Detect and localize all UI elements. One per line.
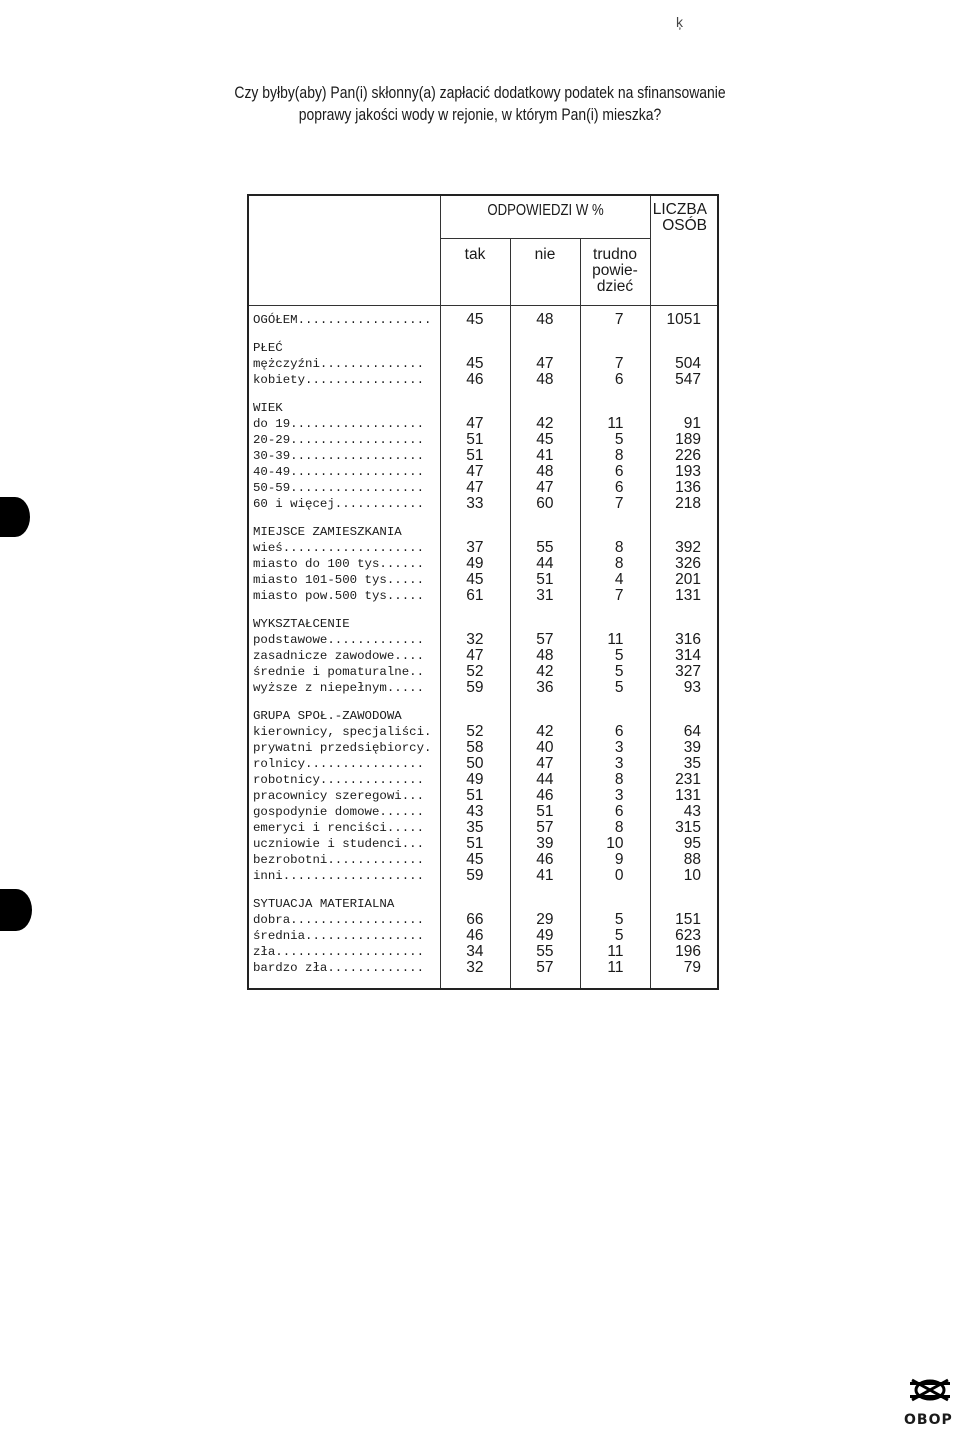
cell-count: 315 — [650, 820, 718, 836]
row-label: emeryci i renciści..... — [248, 820, 440, 836]
cell-count: 79 — [650, 960, 718, 976]
cell-tak: 50 — [440, 756, 510, 772]
table-row — [248, 868, 718, 884]
corner-mark: ķ — [676, 14, 683, 30]
table-row — [248, 944, 718, 960]
cell-tak: 47 — [440, 416, 510, 432]
cell-tak: 43 — [440, 804, 510, 820]
cell-trudno: 3 — [580, 788, 650, 804]
cell-count: 504 — [650, 356, 718, 372]
table-row — [248, 480, 718, 496]
table-end-gap — [248, 976, 718, 989]
row-label: robotnicy.............. — [248, 772, 440, 788]
section-gap — [248, 512, 718, 524]
table-row — [248, 772, 718, 788]
punch-hole-bottom — [0, 889, 32, 931]
cell-nie: 60 — [510, 496, 580, 512]
cell-tak: 58 — [440, 740, 510, 756]
cell-trudno: 5 — [580, 648, 650, 664]
answers-title: ODPOWIEDZI W % — [486, 202, 604, 219]
section-header — [248, 708, 718, 724]
table-row — [248, 724, 718, 740]
cell-trudno: 6 — [580, 804, 650, 820]
cell-count: 35 — [650, 756, 718, 772]
row-label: do 19.................. — [248, 416, 440, 432]
cell-tak: 45 — [440, 356, 510, 372]
row-label: mężczyźni.............. — [248, 356, 440, 372]
cell-nie: 44 — [510, 556, 580, 572]
cell-count: 314 — [650, 648, 718, 664]
row-label: 60 i więcej............ — [248, 496, 440, 512]
cell-count: 131 — [650, 588, 718, 604]
row-label: miasto pow.500 tys..... — [248, 588, 440, 604]
cell-count: 201 — [650, 572, 718, 588]
section-header — [248, 524, 718, 540]
cell-tak: 37 — [440, 540, 510, 556]
section-title: MIEJSCE ZAMIESZKANIA — [248, 524, 440, 540]
col-tak-header — [440, 239, 510, 306]
cell-trudno: 7 — [580, 356, 650, 372]
cell-tak: 52 — [440, 664, 510, 680]
count-title-1: LICZBA — [652, 201, 708, 218]
cell-tak: 46 — [440, 928, 510, 944]
row-label: miasto do 100 tys...... — [248, 556, 440, 572]
cell-count: 136 — [650, 480, 718, 496]
cell-count: 64 — [650, 724, 718, 740]
cell-trudno: 7 — [580, 306, 650, 329]
cell-tak: 51 — [440, 448, 510, 464]
count-header — [650, 195, 718, 306]
section-header — [248, 340, 718, 356]
cell-trudno: 9 — [580, 852, 650, 868]
cell-nie: 55 — [510, 540, 580, 556]
cell-nie: 31 — [510, 588, 580, 604]
row-label: średnia................ — [248, 928, 440, 944]
section-gap — [248, 696, 718, 708]
cell-count: 392 — [650, 540, 718, 556]
cell-count: 151 — [650, 912, 718, 928]
question-line-2: poprawy jakości wody w rejonie, w którym Pan(i) mieszka? — [298, 105, 662, 124]
cell-trudno: 5 — [580, 680, 650, 696]
row-label: pracownicy szeregowi... — [248, 788, 440, 804]
cell-trudno: 10 — [580, 836, 650, 852]
row-label: 40-49.................. — [248, 464, 440, 480]
cell-trudno: 11 — [580, 632, 650, 648]
cell-nie: 41 — [510, 448, 580, 464]
table-row — [248, 464, 718, 480]
table-row — [248, 836, 718, 852]
row-label: kobiety................ — [248, 372, 440, 388]
cell-count: 226 — [650, 448, 718, 464]
cell-nie: 55 — [510, 944, 580, 960]
row-label: podstawowe............. — [248, 632, 440, 648]
cell-trudno: 6 — [580, 724, 650, 740]
row-label: gospodynie domowe...... — [248, 804, 440, 820]
cell-tak: 32 — [440, 960, 510, 976]
cell-tak: 33 — [440, 496, 510, 512]
row-label: zła.................... — [248, 944, 440, 960]
cell-tak: 46 — [440, 372, 510, 388]
cell-count: 93 — [650, 680, 718, 696]
punch-hole-top — [0, 497, 30, 537]
cell-nie: 46 — [510, 788, 580, 804]
cell-trudno: 7 — [580, 496, 650, 512]
row-label: średnie i pomaturalne.. — [248, 664, 440, 680]
cell-trudno: 7 — [580, 588, 650, 604]
cell-count: 623 — [650, 928, 718, 944]
cell-nie: 46 — [510, 852, 580, 868]
cell-nie: 48 — [510, 372, 580, 388]
cell-tak: 51 — [440, 836, 510, 852]
row-label: prywatni przedsiębiorcy. — [248, 740, 440, 756]
cell-nie: 51 — [510, 804, 580, 820]
row-label: bardzo zła............. — [248, 960, 440, 976]
section-title: GRUPA SPOŁ.-ZAWODOWA — [248, 708, 440, 724]
table-row — [248, 820, 718, 836]
table-row — [248, 788, 718, 804]
header-empty-cell — [248, 195, 440, 306]
row-label: bezrobotni............. — [248, 852, 440, 868]
cell-trudno: 6 — [580, 464, 650, 480]
table-row — [248, 740, 718, 756]
cell-tak: 61 — [440, 588, 510, 604]
table-body — [248, 306, 718, 990]
cell-tak: 66 — [440, 912, 510, 928]
cell-count: 88 — [650, 852, 718, 868]
cell-trudno: 8 — [580, 820, 650, 836]
question-line-1: Czy byłby(aby) Pan(i) skłonny(a) zapłacić dodatkowy podatek na sfinansowanie — [234, 83, 726, 102]
table-row — [248, 912, 718, 928]
cell-tak: 45 — [440, 852, 510, 868]
section-gap — [248, 388, 718, 400]
survey-question — [185, 82, 775, 126]
cell-trudno: 3 — [580, 740, 650, 756]
table-row — [248, 664, 718, 680]
cell-count: 316 — [650, 632, 718, 648]
row-label: dobra.................. — [248, 912, 440, 928]
cell-count: 1051 — [650, 306, 718, 329]
cell-count: 327 — [650, 664, 718, 680]
cell-trudno: 5 — [580, 664, 650, 680]
cell-tak: 49 — [440, 772, 510, 788]
cell-nie: 44 — [510, 772, 580, 788]
cell-nie: 49 — [510, 928, 580, 944]
answers-header — [440, 195, 650, 239]
cell-count: 326 — [650, 556, 718, 572]
cell-nie: 42 — [510, 416, 580, 432]
cell-nie: 47 — [510, 480, 580, 496]
cell-nie: 57 — [510, 820, 580, 836]
table-row — [248, 928, 718, 944]
cell-nie: 45 — [510, 432, 580, 448]
row-label: miasto 101-500 tys..... — [248, 572, 440, 588]
section-title: WIEK — [248, 400, 440, 416]
cell-nie: 57 — [510, 960, 580, 976]
col-trudno-header — [580, 239, 650, 306]
table-row — [248, 680, 718, 696]
cell-nie: 48 — [510, 648, 580, 664]
row-label: 20-29.................. — [248, 432, 440, 448]
cell-trudno: 11 — [580, 960, 650, 976]
cell-trudno: 0 — [580, 868, 650, 884]
cell-count: 39 — [650, 740, 718, 756]
col-trudno-line-1: trudno — [593, 246, 637, 263]
cell-count: 193 — [650, 464, 718, 480]
cell-tak: 47 — [440, 480, 510, 496]
cell-tak: 59 — [440, 868, 510, 884]
cell-nie: 39 — [510, 836, 580, 852]
section-title: WYKSZTAŁCENIE — [248, 616, 440, 632]
cell-nie: 47 — [510, 356, 580, 372]
row-label: 30-39.................. — [248, 448, 440, 464]
row-label: uczniowie i studenci... — [248, 836, 440, 852]
cell-trudno: 6 — [580, 372, 650, 388]
row-label: wyższe z niepełnym..... — [248, 680, 440, 696]
cell-trudno: 11 — [580, 416, 650, 432]
cell-trudno: 11 — [580, 944, 650, 960]
cell-tak: 32 — [440, 632, 510, 648]
col-nie-label: nie — [534, 246, 556, 263]
table-row — [248, 852, 718, 868]
table-row — [248, 416, 718, 432]
table-row — [248, 632, 718, 648]
cell-trudno: 8 — [580, 556, 650, 572]
cell-trudno: 5 — [580, 928, 650, 944]
cell-tak: 52 — [440, 724, 510, 740]
row-label: wieś................... — [248, 540, 440, 556]
section-header — [248, 896, 718, 912]
cell-trudno: 6 — [580, 480, 650, 496]
section-title: PŁEĆ — [248, 340, 440, 356]
row-label: OGÓŁEM.................. — [248, 306, 440, 329]
col-tak-label: tak — [464, 246, 486, 263]
cell-count: 196 — [650, 944, 718, 960]
table-row — [248, 432, 718, 448]
cell-nie: 57 — [510, 632, 580, 648]
row-label: 50-59.................. — [248, 480, 440, 496]
row-label: kierownicy, specjaliści. — [248, 724, 440, 740]
cell-tak: 34 — [440, 944, 510, 960]
table-row — [248, 756, 718, 772]
cell-trudno: 5 — [580, 432, 650, 448]
col-trudno-line-3: dzieć — [596, 278, 634, 295]
cell-trudno: 8 — [580, 540, 650, 556]
cell-nie: 36 — [510, 680, 580, 696]
table-row-total — [248, 306, 718, 329]
table-row — [248, 588, 718, 604]
cell-count: 189 — [650, 432, 718, 448]
table-row — [248, 556, 718, 572]
cell-tak: 51 — [440, 788, 510, 804]
cell-trudno: 8 — [580, 772, 650, 788]
cell-nie: 42 — [510, 724, 580, 740]
table-row — [248, 372, 718, 388]
cell-tak: 49 — [440, 556, 510, 572]
col-nie-header — [510, 239, 580, 306]
cell-nie: 48 — [510, 306, 580, 329]
section-gap — [248, 884, 718, 896]
table-row — [248, 572, 718, 588]
cell-count: 43 — [650, 804, 718, 820]
row-label: zasadnicze zawodowe.... — [248, 648, 440, 664]
logo-text: OBOP — [904, 1412, 953, 1428]
cell-trudno: 8 — [580, 448, 650, 464]
cell-nie: 40 — [510, 740, 580, 756]
cell-tak: 51 — [440, 432, 510, 448]
cell-nie: 41 — [510, 868, 580, 884]
table-row — [248, 540, 718, 556]
cell-tak: 45 — [440, 572, 510, 588]
cell-count: 95 — [650, 836, 718, 852]
table-row — [248, 496, 718, 512]
table-row — [248, 804, 718, 820]
cell-nie: 29 — [510, 912, 580, 928]
section-header — [248, 616, 718, 632]
section-header — [248, 400, 718, 416]
cell-count: 131 — [650, 788, 718, 804]
table-row — [248, 960, 718, 976]
table-row — [248, 356, 718, 372]
cell-tak: 45 — [440, 306, 510, 329]
cell-tak: 47 — [440, 648, 510, 664]
cell-nie: 51 — [510, 572, 580, 588]
cell-tak: 47 — [440, 464, 510, 480]
row-label: inni................... — [248, 868, 440, 884]
cell-trudno: 4 — [580, 572, 650, 588]
row-label: rolnicy................ — [248, 756, 440, 772]
table-row — [248, 448, 718, 464]
cell-count: 91 — [650, 416, 718, 432]
cell-nie: 42 — [510, 664, 580, 680]
cell-count: 218 — [650, 496, 718, 512]
cell-nie: 48 — [510, 464, 580, 480]
cell-count: 547 — [650, 372, 718, 388]
section-title: SYTUACJA MATERIALNA — [248, 896, 440, 912]
cell-count: 231 — [650, 772, 718, 788]
cell-count: 10 — [650, 868, 718, 884]
cell-tak: 59 — [440, 680, 510, 696]
section-gap — [248, 328, 718, 340]
count-title-2: OSÓB — [662, 217, 708, 234]
col-trudno-line-2: powie- — [592, 262, 638, 279]
cell-nie: 47 — [510, 756, 580, 772]
table-row — [248, 648, 718, 664]
section-gap — [248, 604, 718, 616]
cell-trudno: 3 — [580, 756, 650, 772]
cell-trudno: 5 — [580, 912, 650, 928]
results-table — [247, 194, 719, 990]
cell-tak: 35 — [440, 820, 510, 836]
